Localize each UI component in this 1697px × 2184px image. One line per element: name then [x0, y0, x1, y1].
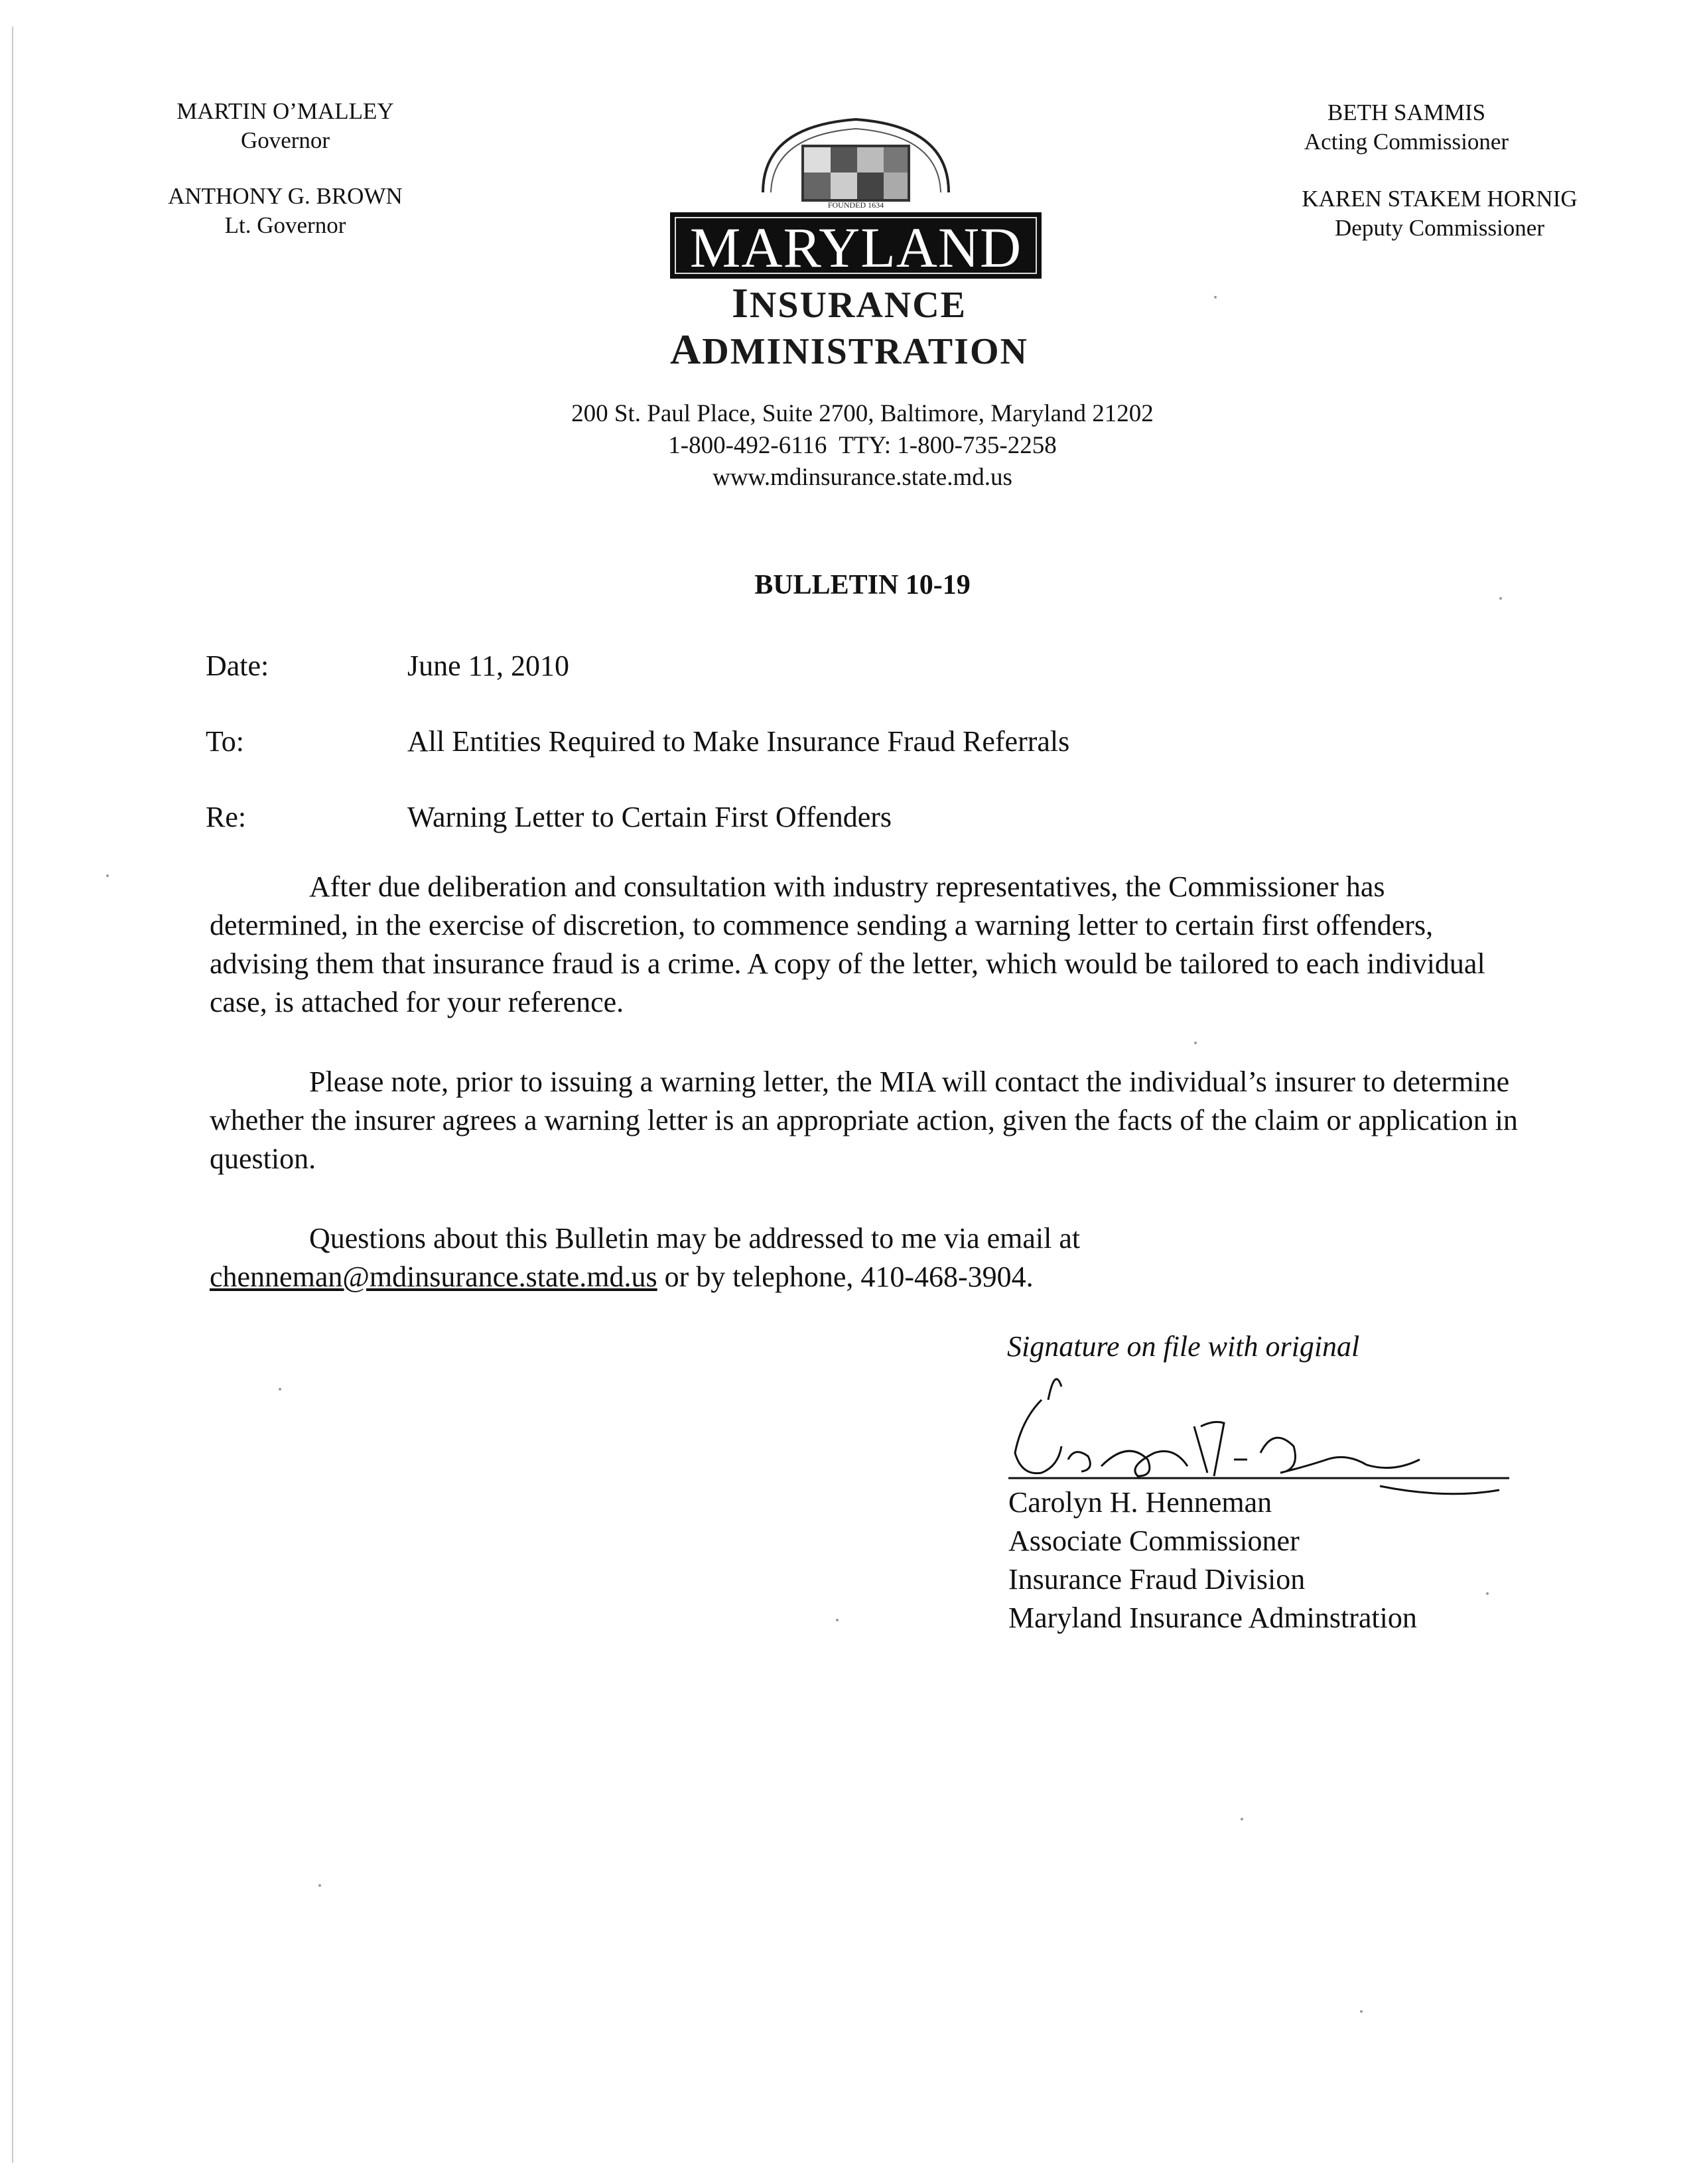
signature-block: [1008, 1483, 1417, 1637]
address-website: www.mdinsurance.state.md.us: [713, 464, 1012, 491]
paragraph-3: Questions about this Bulletin may be addressed to me via email at chenneman@mdinsurance.state.md.us or by telephone, 410-468-3904.: [210, 1222, 1081, 1293]
governor-block: [133, 97, 438, 155]
commissioner-block: [1234, 98, 1579, 157]
paragraph-2: Please note, prior to issuing a warning letter, the MIA will contact the individual’s insurer to determine whether the insurer agrees a warning letter is an appropriate action, given the facts of the claim or application in question.: [210, 1065, 1518, 1175]
logo-line-insurance: INSURANCE: [731, 279, 967, 326]
scan-speck: [279, 1388, 281, 1391]
deputy-commissioner-name: KAREN STAKEM HORNIG: [1302, 186, 1578, 212]
scan-speck: [1194, 1042, 1197, 1044]
scan-speck: [1241, 1818, 1243, 1820]
date-label: Date:: [206, 649, 269, 682]
logo-line-administration: ADMINISTRATION: [670, 326, 1028, 373]
to-value: All Entities Required to Make Insurance Fraud Referrals: [407, 725, 1070, 758]
address-street: 200 St. Paul Place, Suite 2700, Baltimore, Maryland 21202: [571, 400, 1154, 427]
scan-speck: [106, 874, 109, 877]
scan-speck: [836, 1619, 839, 1621]
signer-title: Associate Commissioner: [1008, 1525, 1300, 1557]
deputy-commissioner-role: Deputy Commissioner: [1335, 215, 1544, 241]
logo-wordmark: MARYLAND: [689, 216, 1022, 279]
commissioner-name: BETH SAMMIS: [1327, 100, 1486, 125]
scan-speck: [1486, 1592, 1489, 1595]
re-label: Re:: [206, 801, 247, 833]
scan-speck: [318, 1884, 321, 1887]
svg-text:FOUNDED 1634: FOUNDED 1634: [827, 200, 884, 210]
seal-icon: [801, 145, 910, 202]
paragraph-1: After due deliberation and consultation with industry representatives, the Commissioner has determined, in the exercise of discretion, to commence sending a warning letter to certain first offenders, advising them that insurance fraud is a crime. A copy of the letter, which would be tailored to each individual case, is attached for your reference.: [210, 870, 1485, 1018]
bulletin-title: BULLETIN 10-19: [754, 570, 971, 600]
scan-speck: [1214, 296, 1217, 299]
re-value: Warning Letter to Certain First Offenders: [407, 801, 892, 833]
maryland-logo: [663, 113, 1048, 279]
signer-organization: Maryland Insurance Adminstration: [1008, 1602, 1417, 1634]
signer-name: Carolyn H. Henneman: [1008, 1486, 1272, 1519]
signature-note: Signature on file with original: [1007, 1330, 1360, 1363]
lt-governor-name: ANTHONY G. BROWN: [168, 183, 403, 209]
scan-speck: [1499, 597, 1502, 600]
deputy-commissioner-block: [1234, 184, 1645, 243]
lt-governor-role: Lt. Governor: [224, 212, 346, 238]
address-phones: 1-800-492-6116 TTY: 1-800-735-2258: [668, 432, 1057, 459]
governor-name: MARTIN O’MALLEY: [176, 98, 394, 124]
commissioner-role: Acting Commissioner: [1304, 129, 1509, 155]
scan-speck: [1360, 2010, 1363, 2013]
governor-role: Governor: [240, 127, 330, 153]
signer-division: Insurance Fraud Division: [1008, 1563, 1306, 1596]
email-link[interactable]: chenneman@mdinsurance.state.md.us: [210, 1261, 657, 1293]
lt-governor-block: [133, 182, 438, 240]
scan-edge-line: [12, 27, 13, 2163]
date-value: June 11, 2010: [407, 649, 570, 682]
to-label: To:: [206, 725, 245, 758]
